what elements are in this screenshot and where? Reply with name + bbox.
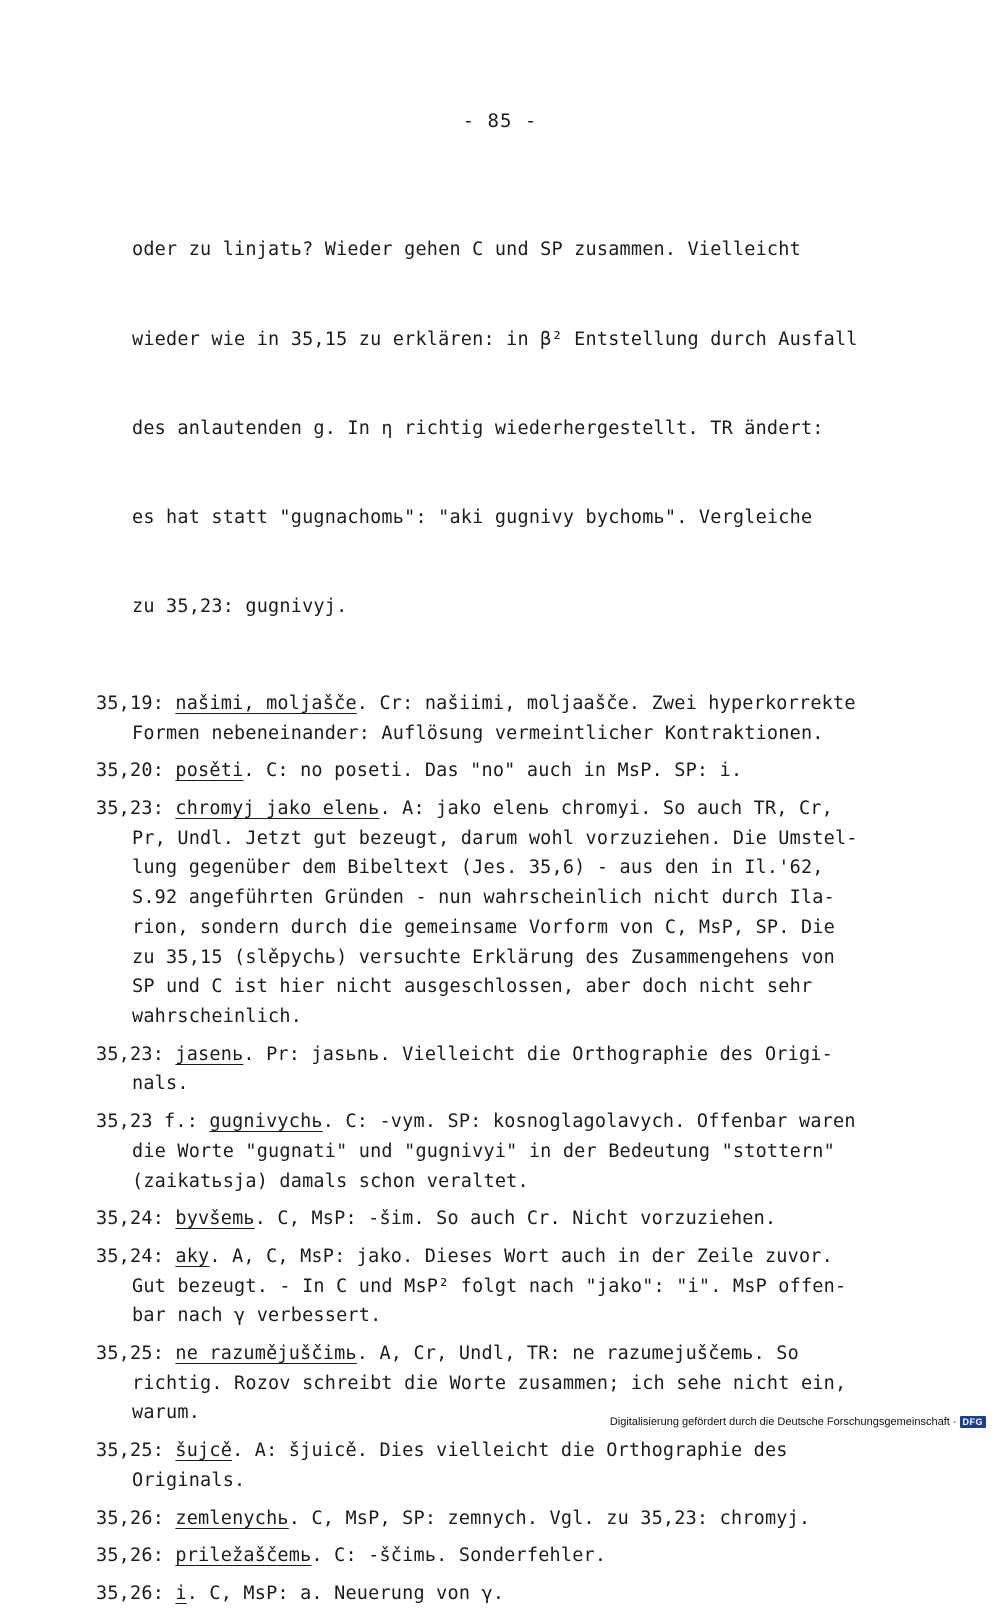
footer-credit-text: Digitalisierung gefördert durch die Deutsche Forschungsgemeinschaft bbox=[609, 1416, 950, 1428]
entry-reference: 35,26: bbox=[96, 1507, 165, 1529]
intro-line: oder zu linjatь? Wieder gehen C und SP zusammen. Vielleicht bbox=[132, 239, 801, 261]
entry-text-line: . A: jako elenь chromyi. So auch TR, Cr, bbox=[379, 798, 833, 820]
commentary-entry bbox=[96, 1579, 906, 1609]
commentary-entry bbox=[96, 1242, 906, 1331]
entry-reference: 35,20: bbox=[96, 760, 165, 782]
entry-reference: 35,19: bbox=[96, 692, 165, 714]
entry-text-line: Gut bezeugt. - In C und MsP² folgt nach "jako": "i". MsP offen- bbox=[132, 1275, 847, 1297]
entry-text-line: warum. bbox=[132, 1402, 201, 1424]
commentary-entry bbox=[96, 1339, 906, 1428]
entry-text-line: Originals. bbox=[132, 1469, 246, 1491]
commentary-entry bbox=[96, 1107, 906, 1196]
entry-text-line: Pr, Undl. Jetzt gut bezeugt, darum wohl vorzuziehen. Die Umstel- bbox=[132, 827, 858, 849]
entry-lemma: jasenь bbox=[175, 1043, 244, 1065]
entry-text-line: . C, MsP, SP: zemnych. Vgl. zu 35,23: chromyj. bbox=[288, 1507, 811, 1529]
entry-text-line: rion, sondern durch die gemeinsame Vorform von C, MsP, SP. Die bbox=[132, 916, 835, 938]
entry-text-line: . A: šjuicě. Dies vielleicht die Orthographie des bbox=[232, 1440, 788, 1462]
footer-credit bbox=[610, 1416, 986, 1428]
commentary-entry bbox=[96, 1436, 906, 1495]
commentary-entry bbox=[96, 1504, 906, 1534]
entry-reference: 35,25: bbox=[96, 1343, 165, 1365]
entry-reference: 35,24: bbox=[96, 1208, 165, 1230]
entry-lemma: posěti bbox=[175, 760, 244, 782]
entry-lemma: priležaščemь bbox=[175, 1545, 312, 1567]
commentary-entry bbox=[96, 1040, 906, 1099]
entry-text-line: . C: -vym. SP: kosnoglagolavych. Offenbar waren bbox=[322, 1111, 856, 1133]
entry-text-line: . C, MsP: a. Neuerung von γ. bbox=[186, 1582, 505, 1604]
entry-text-line: wahrscheinlich. bbox=[132, 1005, 303, 1027]
dfg-logo-icon: DFG bbox=[960, 1416, 987, 1428]
entry-text-line: . A, C, MsP: jako. Dieses Wort auch in der Zeile zuvor. bbox=[209, 1245, 833, 1267]
entry-text-line: bar nach γ verbessert. bbox=[132, 1305, 382, 1327]
footer-separator: · bbox=[952, 1416, 957, 1428]
entry-text-line: Formen nebeneinander: Auflösung vermeintlicher Kontraktionen. bbox=[132, 722, 824, 744]
entry-reference: 35,23: bbox=[96, 1043, 165, 1065]
entry-text-line: die Worte "gugnati" und "gugnivyi" in der Bedeutung "stottern" bbox=[132, 1140, 835, 1162]
commentary-entries bbox=[96, 689, 906, 1609]
entry-lemma: našimi, moljašče bbox=[175, 692, 357, 714]
entry-lemma: i bbox=[175, 1582, 187, 1604]
entry-lemma: aky bbox=[175, 1245, 210, 1267]
entry-text-line: . Cr: našiimi, moljaašče. Zwei hyperkorrekte bbox=[356, 692, 856, 714]
entry-text-line: . C: -ščimь. Sonderfehler. bbox=[311, 1545, 607, 1567]
entry-text-line: (zaikatьsja) damals schon veraltet. bbox=[132, 1170, 529, 1192]
entry-reference: 35,24: bbox=[96, 1245, 165, 1267]
entry-lemma: gugnivychь bbox=[209, 1111, 323, 1133]
entry-text-line: . Pr: jasьnь. Vielleicht die Orthographie des Origi- bbox=[243, 1043, 833, 1065]
entry-reference: 35,26: bbox=[96, 1582, 165, 1604]
entry-text-line: . A, Cr, Undl, TR: ne razumejuščemь. So bbox=[356, 1343, 799, 1365]
intro-paragraph bbox=[96, 176, 906, 681]
entry-reference: 35,25: bbox=[96, 1440, 165, 1462]
intro-line: zu 35,23: gugnivyj. bbox=[132, 595, 348, 617]
commentary-entry bbox=[96, 689, 906, 748]
entry-lemma: zemlenychь bbox=[175, 1507, 289, 1529]
commentary-entry bbox=[96, 794, 906, 1032]
entry-text-line: lung gegenüber dem Bibeltext (Jes. 35,6) - aus den in Il.'62, bbox=[132, 857, 824, 879]
entry-text-line: . C, MsP: -šim. So auch Cr. Nicht vorzuziehen. bbox=[254, 1208, 777, 1230]
commentary-entry bbox=[96, 756, 906, 786]
entry-reference: 35,23: bbox=[96, 798, 165, 820]
entry-lemma: ne razumějuščimь bbox=[175, 1343, 357, 1365]
commentary-entry bbox=[96, 1204, 906, 1234]
entry-lemma: byvšemь bbox=[175, 1208, 255, 1230]
entry-text-line: richtig. Rozov schreibt die Worte zusammen; ich sehe nicht ein, bbox=[132, 1372, 847, 1394]
entry-reference: 35,26: bbox=[96, 1545, 165, 1567]
intro-line: des anlautenden g. In η richtig wiederhergestellt. TR ändert: bbox=[132, 417, 824, 439]
entry-text-line: nals. bbox=[132, 1073, 189, 1095]
entry-text-line: S.92 angeführten Gründen - nun wahrscheinlich nicht durch Ila- bbox=[132, 887, 835, 909]
entry-lemma: chromyj jako elenь bbox=[175, 798, 380, 820]
intro-line: wieder wie in 35,15 zu erklären: in β² Entstellung durch Ausfall bbox=[132, 328, 858, 350]
entry-text-line: . C: no poseti. Das "no" auch in MsP. SP: i. bbox=[243, 760, 743, 782]
entry-text-line: SP und C ist hier nicht ausgeschlossen, aber doch nicht sehr bbox=[132, 976, 813, 998]
entry-text-line: zu 35,15 (slěpychь) versuchte Erklärung des Zusammengehens von bbox=[132, 946, 835, 968]
commentary-entry bbox=[96, 1541, 906, 1571]
entry-reference: 35,23 f.: bbox=[96, 1111, 199, 1133]
entry-lemma: šujcě bbox=[175, 1440, 233, 1462]
intro-line: es hat statt "gugnachomь": "aki gugnivy bychomь". Vergleiche bbox=[132, 506, 813, 528]
page-number: - 85 - bbox=[462, 110, 538, 132]
body-text bbox=[96, 176, 906, 1617]
